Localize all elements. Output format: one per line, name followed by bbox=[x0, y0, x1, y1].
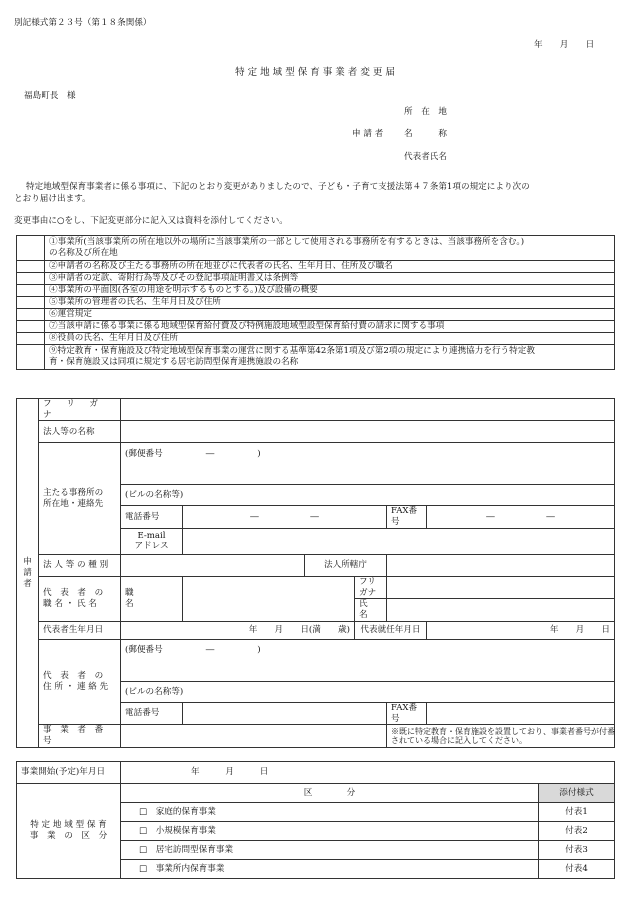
reason-mark-cell[interactable] bbox=[17, 321, 45, 333]
reason-text: 育・保育施設又は同項に規定する居宅訪問型保育連携施設の名称 bbox=[49, 357, 299, 367]
furigana-input[interactable] bbox=[121, 399, 615, 421]
fax-label: FAX番号 bbox=[387, 506, 427, 528]
reason-mark-cell[interactable] bbox=[17, 309, 45, 321]
applicant-label: 申 請 者 bbox=[352, 129, 384, 139]
office-address-input[interactable] bbox=[121, 465, 615, 485]
reason-text: ⑨特定教育・保育施設及び特定地域型保育事業の運営に関する基準第42条第1項及び第2項の規定により連携協力を行う特定教 bbox=[49, 346, 535, 357]
date-line: 年 月 日 bbox=[534, 40, 595, 50]
post-label: 職 名 bbox=[121, 576, 183, 621]
form-number: 別記様式第２３号（第１８条関係） bbox=[14, 18, 152, 28]
name-label: 名 称 bbox=[404, 129, 447, 139]
reason-mark-cell[interactable] bbox=[17, 285, 45, 297]
applicant-form-table bbox=[16, 398, 615, 748]
post-input[interactable] bbox=[183, 576, 355, 621]
email-input[interactable] bbox=[183, 528, 615, 554]
representative-title-label: 代 表 者 の 職 名 ・ 氏 名 bbox=[39, 576, 121, 621]
representative-label: 代表者氏名 bbox=[404, 152, 447, 162]
instruction: 変更事由に○をし、下記変更部分に記入又は資料を添付してください。 bbox=[14, 216, 288, 226]
reason-text: ②申請者の名称及び主たる事務所の所在地並びに代表者の氏名、生年月日、住所及び職名 bbox=[45, 261, 615, 273]
intro-line-1: 特定地域型保育事業者に係る事項に、下記のとおり変更がありましたので、子ども・子育て支援法第４７条第1項の規定により次の bbox=[26, 182, 530, 192]
email-label: E-mail アドレス bbox=[121, 528, 183, 554]
business-number-note: ※既に特定教育・保育施設を設置しており、事業者番号が付番 されている場合に記入してください。 bbox=[387, 725, 615, 747]
start-date-label: 事業開始(予定)年月日 bbox=[17, 762, 121, 784]
reason-mark-cell[interactable] bbox=[17, 236, 45, 261]
reason-mark-cell[interactable] bbox=[17, 333, 45, 345]
reason-text: ⑦当該申請に係る事業に係る地域型保育給付費及び特例施設地域型設型保育給付費の請求に関する事項 bbox=[45, 321, 615, 333]
reason-text: ⑥運営規定 bbox=[45, 309, 615, 321]
fax-input[interactable]: ― ― bbox=[427, 506, 615, 528]
attachment-form: 付表3 bbox=[538, 841, 614, 860]
rep-furigana-label: フリガナ bbox=[355, 576, 387, 598]
rep-building-name-field[interactable]: (ビルの名称等) bbox=[121, 681, 615, 702]
addressee: 福島町長 様 bbox=[24, 91, 76, 101]
corp-type-label: 法 人 等 の 種 別 bbox=[39, 554, 121, 576]
appointed-date-input[interactable]: 年 月 日 bbox=[427, 621, 615, 639]
reason-text: ④事業所の平面図(各室の用途を明示するものとする。)及び設備の概要 bbox=[45, 285, 615, 297]
rep-fax-label: FAX番号 bbox=[387, 702, 427, 724]
corp-type-input[interactable] bbox=[121, 554, 305, 576]
rep-name-input[interactable] bbox=[387, 599, 615, 621]
category-header: 区 分 bbox=[121, 784, 539, 803]
postal-code-field[interactable]: (郵便番号 ― ) bbox=[121, 443, 615, 465]
corp-name-label: 法人等の名称 bbox=[39, 421, 121, 443]
reason-mark-cell[interactable] bbox=[17, 261, 45, 273]
reason-text: ⑧役員の氏名、生年月日及び住所 bbox=[45, 333, 615, 345]
attachment-form: 付表2 bbox=[538, 822, 614, 841]
business-number-label: 事 業 者 番 号 bbox=[39, 725, 121, 747]
reason-mark-cell[interactable] bbox=[17, 345, 45, 370]
reason-text: の名称及び所在地 bbox=[49, 248, 118, 258]
building-name-field[interactable]: (ビルの名称等) bbox=[121, 485, 615, 506]
start-date-input[interactable]: 年 月 日 bbox=[121, 762, 615, 784]
main-office-label: 主たる事務所の 所在地・連絡先 bbox=[39, 443, 121, 554]
business-number-input[interactable] bbox=[121, 725, 387, 747]
rep-furigana-input[interactable] bbox=[387, 576, 615, 598]
address-label: 所 在 地 bbox=[404, 107, 447, 117]
reason-text: ①事業所(当該事業所の所在地以外の場所に当該事業所の一部として使用される事務所を有するときは、当該事務所を含む。) bbox=[49, 237, 525, 248]
phone-label: 電話番号 bbox=[121, 506, 183, 528]
birth-date-label: 代表者生年月日 bbox=[39, 621, 121, 639]
applicant-side-label: 申 請 者 bbox=[17, 399, 39, 748]
furigana-label: フ リ ガ ナ bbox=[39, 399, 121, 421]
corp-name-input[interactable] bbox=[121, 421, 615, 443]
rep-phone-label: 電話番号 bbox=[121, 702, 183, 724]
category-checkbox-workplace[interactable]: □ 事業所内保育事業 bbox=[121, 860, 539, 879]
birth-date-input[interactable]: 年 月 日(満 歳) bbox=[121, 621, 355, 639]
corp-office-label: 法人所轄庁 bbox=[305, 554, 387, 576]
corp-office-input[interactable] bbox=[387, 554, 615, 576]
rep-fax-input[interactable] bbox=[427, 702, 615, 724]
rep-address-input[interactable] bbox=[121, 661, 615, 681]
reason-text: ⑤事業所の管理者の氏名、生年月日及び住所 bbox=[45, 297, 615, 309]
category-checkbox-small[interactable]: □ 小規模保育事業 bbox=[121, 822, 539, 841]
page-title: 特 定 地 域 型 保 育 事 業 者 変 更 届 bbox=[235, 67, 395, 78]
intro-line-2: とおり届け出ます。 bbox=[14, 194, 91, 204]
reason-text: ③申請者の定款、寄附行為等及びその登記事項証明書又は条例等 bbox=[45, 273, 615, 285]
business-category-table bbox=[16, 761, 615, 879]
rep-postal-code-field[interactable]: (郵便番号 ― ) bbox=[121, 639, 615, 661]
reason-mark-cell[interactable] bbox=[17, 273, 45, 285]
category-checkbox-home[interactable]: □ 家庭的保育事業 bbox=[121, 803, 539, 822]
attachment-header: 添付様式 bbox=[538, 784, 614, 803]
rep-phone-input[interactable] bbox=[183, 702, 387, 724]
phone-input[interactable]: ― ― bbox=[183, 506, 387, 528]
change-reasons-table bbox=[16, 235, 615, 370]
rep-address-label: 代 表 者 の 住 所 ・ 連 絡 先 bbox=[39, 639, 121, 724]
reason-row bbox=[17, 236, 615, 261]
attachment-form: 付表4 bbox=[538, 860, 614, 879]
rep-name-label: 氏 名 bbox=[355, 599, 387, 621]
attachment-form: 付表1 bbox=[538, 803, 614, 822]
category-label: 特 定 地 域 型 保 育 事 業 の 区 分 bbox=[17, 784, 121, 879]
reason-mark-cell[interactable] bbox=[17, 297, 45, 309]
category-checkbox-visiting[interactable]: □ 居宅訪問型保育事業 bbox=[121, 841, 539, 860]
appointed-date-label: 代表就任年月日 bbox=[355, 621, 427, 639]
